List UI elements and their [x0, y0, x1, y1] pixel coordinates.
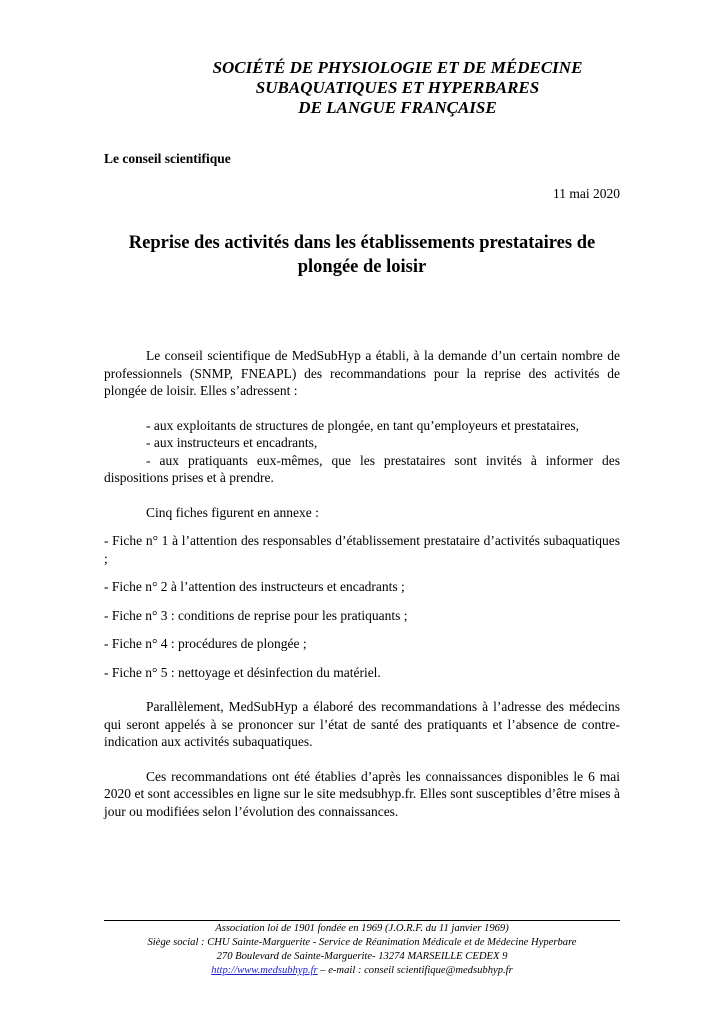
fiche-item: - Fiche n° 5 : nettoyage et désinfection du matériel. — [104, 664, 381, 680]
footer-contact-line — [104, 964, 620, 978]
document-title — [104, 231, 620, 279]
document-title-line: plongée de loisir — [297, 257, 427, 277]
annex-intro: Cinq fiches figurent en annexe : — [146, 504, 319, 520]
website-link[interactable]: http://www.medsubhyp.fr — [211, 965, 318, 976]
society-name-line: DE LANGUE FRANÇAISE — [298, 98, 497, 117]
footer-address: 270 Boulevard de Sainte-Marguerite- 13274 MARSEILLE CEDEX 9 — [216, 951, 508, 962]
document-title-line: Reprise des activités dans les établissements prestataires de — [128, 233, 596, 253]
society-name — [100, 58, 695, 118]
document-date: 11 mai 2020 — [553, 186, 620, 201]
audience-item: - aux pratiquants eux-mêmes, que les prestataires sont invités à informer des dispositions prises et à prendre. — [104, 452, 620, 485]
audience-item: - aux exploitants de structures de plongée, en tant qu’employeurs et prestataires, — [146, 417, 579, 433]
audience-item: - aux instructeurs et encadrants, — [146, 435, 318, 450]
fiche-item: - Fiche n° 2 à l’attention des instructeurs et encadrants ; — [104, 579, 405, 594]
intro-paragraph: Le conseil scientifique de MedSubHyp a établi, à la demande d’un certain nombre de professionnels (SNMP, FNEAPL) des recommandations pour la reprise des activités de plongée de loisir. Elles s’adressent : — [104, 348, 620, 398]
document-body — [104, 347, 620, 820]
footer-association: Association loi de 1901 fondée en 1969 (J.O.R.F. du 11 janvier 1969) — [215, 923, 509, 934]
society-name-line: SUBAQUATIQUES ET HYPERBARES — [255, 78, 540, 97]
footer-email: – e-mail : conseil scientifique@medsubhyp.fr — [317, 965, 513, 976]
footer-headquarters: Siège social : CHU Sainte-Marguerite - Service de Réanimation Médicale et de Médecine Hyperbare — [147, 937, 577, 948]
closing-paragraph: Ces recommandations ont été établies d’après les connaissances disponibles le 6 mai 2020 et sont accessibles en ligne sur le site medsubhyp.fr. Elles sont susceptibles d’être mises à jour ou modifiées selon l’évolution des connaissances. — [104, 768, 620, 819]
fiche-item: - Fiche n° 1 à l’attention des responsables d’établissement prestataire d’activités subaquatiques ; — [104, 533, 620, 566]
society-name-line: SOCIÉTÉ DE PHYSIOLOGIE ET DE MÉDECINE — [212, 58, 583, 77]
fiche-item: - Fiche n° 3 : conditions de reprise pour les pratiquants ; — [104, 607, 408, 623]
footer — [104, 922, 620, 978]
parallel-paragraph: Parallèlement, MedSubHyp a élaboré des recommandations à l’adresse des médecins qui seront appelés à se prononcer sur l’état de santé des pratiquants et l’absence de contre-indication aux activités subaquatiques. — [104, 699, 620, 749]
council-label: Le conseil scientifique — [104, 151, 231, 166]
footer-divider — [104, 920, 620, 921]
fiche-item: - Fiche n° 4 : procédures de plongée ; — [104, 636, 307, 651]
